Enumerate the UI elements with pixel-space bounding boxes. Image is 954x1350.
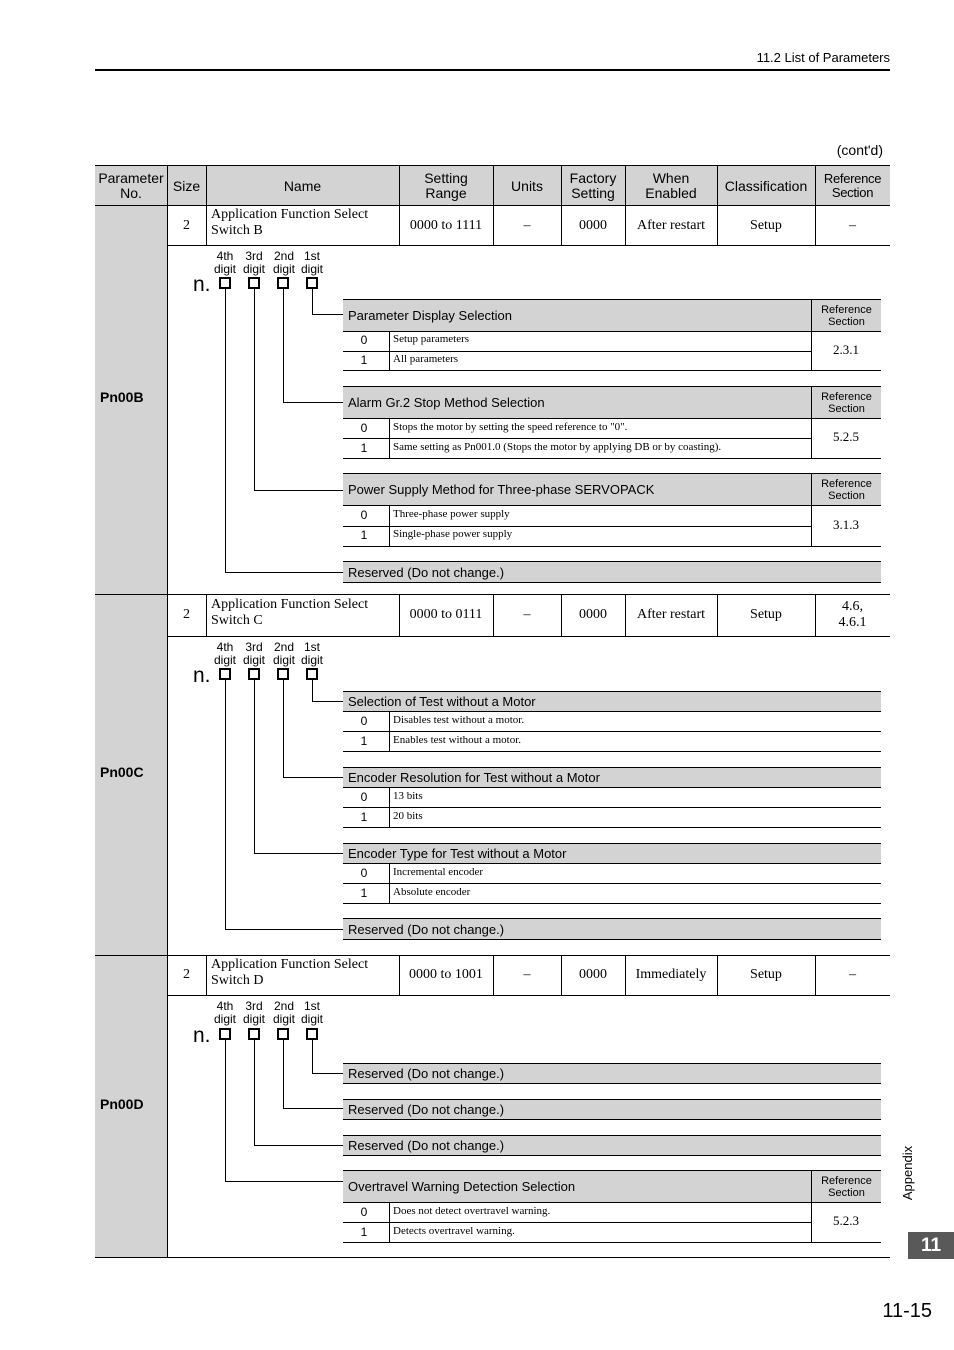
digit-4th-label bbox=[210, 250, 240, 276]
ref-header-line: Section bbox=[828, 489, 865, 502]
param-name-line1: Application Function Select bbox=[211, 957, 369, 972]
param-size: 2 bbox=[183, 607, 190, 622]
digit-label-line: 1st bbox=[303, 249, 320, 263]
header-factory-line1: Factory bbox=[569, 169, 617, 186]
section-title: Alarm Gr.2 Stop Method Selection bbox=[343, 386, 811, 419]
col-divider bbox=[167, 165, 168, 206]
setting-description: 20 bits bbox=[393, 810, 423, 822]
digit-label-line: digit bbox=[300, 1012, 323, 1026]
header-classification: Classification bbox=[724, 177, 808, 194]
connector-line bbox=[283, 289, 284, 402]
header-size: Size bbox=[172, 177, 201, 194]
param-range: 0000 to 0111 bbox=[409, 607, 483, 622]
section-title: Encoder Resolution for Test without a Motor bbox=[343, 767, 881, 788]
col-divider bbox=[561, 165, 562, 206]
param-name-line2: Switch C bbox=[211, 613, 263, 628]
connector-line bbox=[312, 701, 343, 702]
connector-line bbox=[312, 314, 343, 315]
digit-label-line: 4th bbox=[216, 640, 234, 654]
connector-line bbox=[312, 680, 313, 702]
digit-label-line: 2nd bbox=[273, 640, 295, 654]
col-divider bbox=[815, 165, 816, 206]
digit-label-line: 4th bbox=[216, 249, 234, 263]
connector-line bbox=[225, 680, 226, 929]
param-ref: – bbox=[849, 217, 856, 233]
param-range: 0000 to 1001 bbox=[409, 967, 483, 982]
connector-line bbox=[254, 1040, 255, 1145]
section-title: Selection of Test without a Motor bbox=[343, 691, 881, 712]
row-rule bbox=[343, 1222, 811, 1223]
n-prefix: n. bbox=[193, 273, 211, 296]
param-name-line2: Switch B bbox=[211, 223, 263, 238]
setting-value: 1 bbox=[360, 886, 368, 900]
param-size: 2 bbox=[183, 217, 190, 233]
value-divider bbox=[389, 712, 390, 751]
ref-section-header bbox=[811, 473, 881, 506]
param-units: – bbox=[523, 607, 531, 622]
digit-box-1 bbox=[306, 277, 318, 289]
digit-label-line: 2nd bbox=[273, 249, 295, 263]
header-when-line2: Enabled bbox=[645, 184, 697, 201]
table-bottom-rule bbox=[95, 1257, 890, 1258]
digit-label-line: digit bbox=[272, 262, 295, 276]
setting-description: Setup parameters bbox=[393, 333, 470, 345]
row-rule bbox=[343, 731, 881, 732]
digit-box-2 bbox=[277, 277, 289, 289]
digit-label-line: digit bbox=[213, 262, 236, 276]
reserved-bar: Reserved (Do not change.) bbox=[343, 918, 881, 940]
appendix-tab-label: Appendix bbox=[900, 1145, 915, 1201]
setting-description: Enables test without a motor. bbox=[393, 734, 522, 746]
connector-line bbox=[254, 289, 255, 490]
setting-value: 0 bbox=[360, 866, 368, 880]
row-rule bbox=[343, 807, 881, 808]
connector-line bbox=[225, 1181, 343, 1182]
digit-label-line: 1st bbox=[303, 999, 320, 1013]
connector-line bbox=[254, 680, 255, 853]
setting-value: 1 bbox=[360, 1225, 368, 1239]
param-column-border bbox=[167, 206, 168, 1258]
digit-box-2 bbox=[277, 668, 289, 680]
ref-section-value: 3.1.3 bbox=[833, 517, 859, 532]
ref-header-line: Section bbox=[828, 402, 865, 415]
setting-value: 1 bbox=[360, 734, 368, 748]
setting-value: 1 bbox=[360, 528, 368, 542]
digit-box-1 bbox=[306, 1028, 318, 1040]
n-prefix: n. bbox=[193, 1024, 211, 1047]
setting-value: 1 bbox=[360, 353, 368, 367]
ref-header-line: Section bbox=[828, 1186, 865, 1199]
digit-label-line: 1st bbox=[303, 640, 320, 654]
param-factory: 0000 bbox=[579, 967, 607, 982]
value-divider bbox=[389, 419, 390, 458]
contd-label: (cont'd) bbox=[836, 142, 883, 158]
header-rule bbox=[95, 69, 890, 71]
param-no-pn00d: Pn00D bbox=[100, 1096, 144, 1112]
setting-value: 0 bbox=[360, 508, 368, 522]
row-rule bbox=[343, 438, 811, 439]
connector-line bbox=[254, 1145, 343, 1146]
row-rule bbox=[343, 751, 881, 752]
digit-3rd-label bbox=[239, 641, 269, 667]
ref-section-header bbox=[811, 386, 881, 419]
ref-header-line: Reference bbox=[821, 1174, 872, 1187]
setting-description: Stops the motor by setting the speed reference to "0". bbox=[393, 421, 628, 433]
setting-value: 0 bbox=[360, 790, 368, 804]
digit-1st-label bbox=[297, 1000, 327, 1026]
param-when-enabled: After restart bbox=[636, 607, 706, 622]
ref-header-line: Section bbox=[828, 315, 865, 328]
param-classification: Setup bbox=[750, 607, 782, 622]
setting-value: 0 bbox=[360, 333, 368, 347]
digit-1st-label bbox=[297, 641, 327, 667]
col-divider bbox=[399, 165, 400, 206]
value-divider bbox=[389, 788, 390, 827]
param-classification: Setup bbox=[750, 967, 782, 982]
n-prefix: n. bbox=[193, 664, 211, 687]
value-divider bbox=[389, 506, 390, 546]
digit-label-line: digit bbox=[213, 1012, 236, 1026]
param-classification: Setup bbox=[750, 217, 782, 233]
digit-label-line: digit bbox=[300, 653, 323, 667]
running-header: 11.2 List of Parameters bbox=[756, 50, 890, 65]
connector-line bbox=[225, 572, 343, 573]
reserved-bar: Reserved (Do not change.) bbox=[343, 561, 881, 583]
ref-section-value: 5.2.3 bbox=[833, 1213, 859, 1228]
header-setting-line2: Range bbox=[425, 184, 467, 201]
digit-box-4 bbox=[219, 668, 231, 680]
col-divider bbox=[717, 165, 718, 206]
col-divider bbox=[206, 955, 207, 995]
row-rule bbox=[343, 546, 881, 547]
setting-value: 0 bbox=[360, 421, 368, 435]
param-ref bbox=[815, 594, 890, 636]
setting-description: Three-phase power supply bbox=[393, 508, 510, 520]
header-ref-line1: Reference bbox=[823, 170, 882, 186]
param-units: – bbox=[523, 217, 531, 233]
ref-section-value: 2.3.1 bbox=[833, 342, 859, 357]
digit-3rd-label bbox=[239, 250, 269, 276]
ref-header-line: Reference bbox=[821, 390, 872, 403]
digit-label-line: 3rd bbox=[245, 640, 263, 654]
digit-label-line: digit bbox=[242, 262, 265, 276]
value-divider bbox=[389, 332, 390, 370]
param-ref: – bbox=[849, 967, 856, 982]
row-rule bbox=[343, 883, 881, 884]
row-rule bbox=[343, 458, 881, 459]
header-when-enabled bbox=[625, 165, 717, 206]
header-ref-line2: Section bbox=[831, 184, 874, 200]
param-factory: 0000 bbox=[579, 607, 607, 622]
setting-description: Same setting as Pn001.0 (Stops the motor by applying DB or by coasting). bbox=[393, 441, 722, 453]
digit-label-line: digit bbox=[242, 653, 265, 667]
param-range: 0000 to 1111 bbox=[409, 217, 483, 233]
reserved-bar: Reserved (Do not change.) bbox=[343, 1099, 881, 1120]
header-setting-line1: Setting bbox=[424, 169, 468, 186]
reserved-bar: Reserved (Do not change.) bbox=[343, 1135, 881, 1156]
setting-description: All parameters bbox=[393, 353, 459, 365]
col-divider bbox=[625, 165, 626, 206]
setting-description: Single-phase power supply bbox=[393, 528, 513, 540]
setting-value: 0 bbox=[360, 714, 368, 728]
row-rule bbox=[343, 370, 881, 371]
header-factory-line2: Setting bbox=[571, 184, 615, 201]
col-divider bbox=[206, 165, 207, 206]
connector-line bbox=[283, 1040, 284, 1108]
value-divider bbox=[389, 1203, 390, 1242]
value-divider bbox=[389, 864, 390, 903]
param-name-line1: Application Function Select bbox=[211, 597, 369, 612]
digit-box-3 bbox=[248, 277, 260, 289]
ref-header-line: Reference bbox=[821, 303, 872, 316]
connector-line bbox=[283, 777, 343, 778]
param-name bbox=[211, 207, 368, 239]
header-reference-section bbox=[815, 165, 890, 206]
col-divider bbox=[493, 165, 494, 206]
param-size: 2 bbox=[183, 967, 190, 982]
param-no-pn00b: Pn00B bbox=[100, 389, 144, 405]
connector-line bbox=[225, 289, 226, 572]
digit-2nd-label bbox=[269, 250, 299, 276]
connector-line bbox=[225, 1040, 226, 1181]
header-param-no bbox=[95, 165, 167, 206]
digit-4th-label bbox=[210, 641, 240, 667]
connector-line bbox=[283, 402, 343, 403]
connector-line bbox=[225, 929, 343, 930]
header-factory-setting bbox=[561, 165, 625, 206]
page-number: 11-15 bbox=[882, 1300, 932, 1322]
connector-line bbox=[254, 490, 343, 491]
header-param-line1: Parameter bbox=[98, 169, 164, 186]
header-name: Name bbox=[283, 177, 322, 194]
setting-description: 13 bits bbox=[393, 790, 423, 802]
digit-label-line: digit bbox=[242, 1012, 265, 1026]
digit-box-1 bbox=[306, 668, 318, 680]
setting-description: Incremental encoder bbox=[393, 866, 484, 878]
row-rule bbox=[343, 1242, 881, 1243]
section-title: Power Supply Method for Three-phase SERVOPACK bbox=[343, 473, 811, 506]
header-setting-range bbox=[399, 165, 493, 206]
col-divider bbox=[206, 206, 207, 245]
row-rule bbox=[167, 636, 890, 637]
digit-1st-label bbox=[297, 250, 327, 276]
digit-label-line: digit bbox=[300, 262, 323, 276]
setting-description: Does not detect overtravel warning. bbox=[393, 1205, 551, 1217]
ref-section-header bbox=[811, 1170, 881, 1203]
setting-value: 1 bbox=[360, 441, 368, 455]
connector-line bbox=[283, 680, 284, 777]
connector-line bbox=[312, 1073, 343, 1074]
row-rule bbox=[343, 351, 811, 352]
header-when-line1: When bbox=[652, 169, 690, 186]
digit-box-3 bbox=[248, 668, 260, 680]
param-name-line2: Switch D bbox=[211, 973, 264, 988]
connector-line bbox=[254, 853, 343, 854]
ref-section-value: 5.2.5 bbox=[833, 429, 859, 444]
digit-label-line: 4th bbox=[216, 999, 234, 1013]
param-name bbox=[211, 597, 368, 629]
setting-description: Absolute encoder bbox=[393, 886, 471, 898]
row-rule bbox=[343, 903, 881, 904]
param-when-enabled: Immediately bbox=[635, 967, 707, 982]
digit-box-4 bbox=[219, 1028, 231, 1040]
digit-label-line: digit bbox=[213, 653, 236, 667]
connector-line bbox=[312, 289, 313, 315]
digit-box-4 bbox=[219, 277, 231, 289]
row-rule bbox=[343, 827, 881, 828]
digit-box-2 bbox=[277, 1028, 289, 1040]
connector-line bbox=[312, 1040, 313, 1073]
digit-label-line: 3rd bbox=[245, 249, 263, 263]
section-title: Parameter Display Selection bbox=[343, 299, 811, 332]
row-rule bbox=[167, 995, 890, 996]
section-title: Overtravel Warning Detection Selection bbox=[343, 1170, 811, 1203]
setting-value: 1 bbox=[360, 810, 368, 824]
header-units: Units bbox=[511, 177, 543, 194]
digit-label-line: digit bbox=[272, 653, 295, 667]
param-name bbox=[211, 957, 368, 989]
digit-3rd-label bbox=[239, 1000, 269, 1026]
param-factory: 0000 bbox=[579, 217, 607, 233]
section-title: Encoder Type for Test without a Motor bbox=[343, 843, 881, 864]
row-rule bbox=[167, 245, 890, 246]
setting-description: Detects overtravel warning. bbox=[393, 1225, 515, 1237]
setting-description: Disables test without a motor. bbox=[393, 714, 525, 726]
chapter-tab: 11 bbox=[908, 1232, 954, 1259]
param-units: – bbox=[523, 967, 531, 982]
digit-label-line: digit bbox=[272, 1012, 295, 1026]
param-no-pn00c: Pn00C bbox=[100, 764, 144, 780]
digit-4th-label bbox=[210, 1000, 240, 1026]
param-ref-line: 4.6.1 bbox=[838, 615, 867, 630]
row-rule bbox=[343, 526, 811, 527]
digit-box-3 bbox=[248, 1028, 260, 1040]
ref-header-line: Reference bbox=[821, 477, 872, 490]
digit-2nd-label bbox=[269, 641, 299, 667]
header-param-line2: No. bbox=[120, 184, 142, 201]
col-divider bbox=[206, 594, 207, 636]
reserved-bar: Reserved (Do not change.) bbox=[343, 1063, 881, 1084]
digit-label-line: 2nd bbox=[273, 999, 295, 1013]
connector-line bbox=[283, 1108, 343, 1109]
param-ref-line: 4.6, bbox=[842, 599, 863, 614]
ref-section-header bbox=[811, 299, 881, 332]
setting-value: 0 bbox=[360, 1205, 368, 1219]
digit-label-line: 3rd bbox=[245, 999, 263, 1013]
param-when-enabled: After restart bbox=[636, 217, 706, 233]
digit-2nd-label bbox=[269, 1000, 299, 1026]
param-name-line1: Application Function Select bbox=[211, 207, 369, 222]
